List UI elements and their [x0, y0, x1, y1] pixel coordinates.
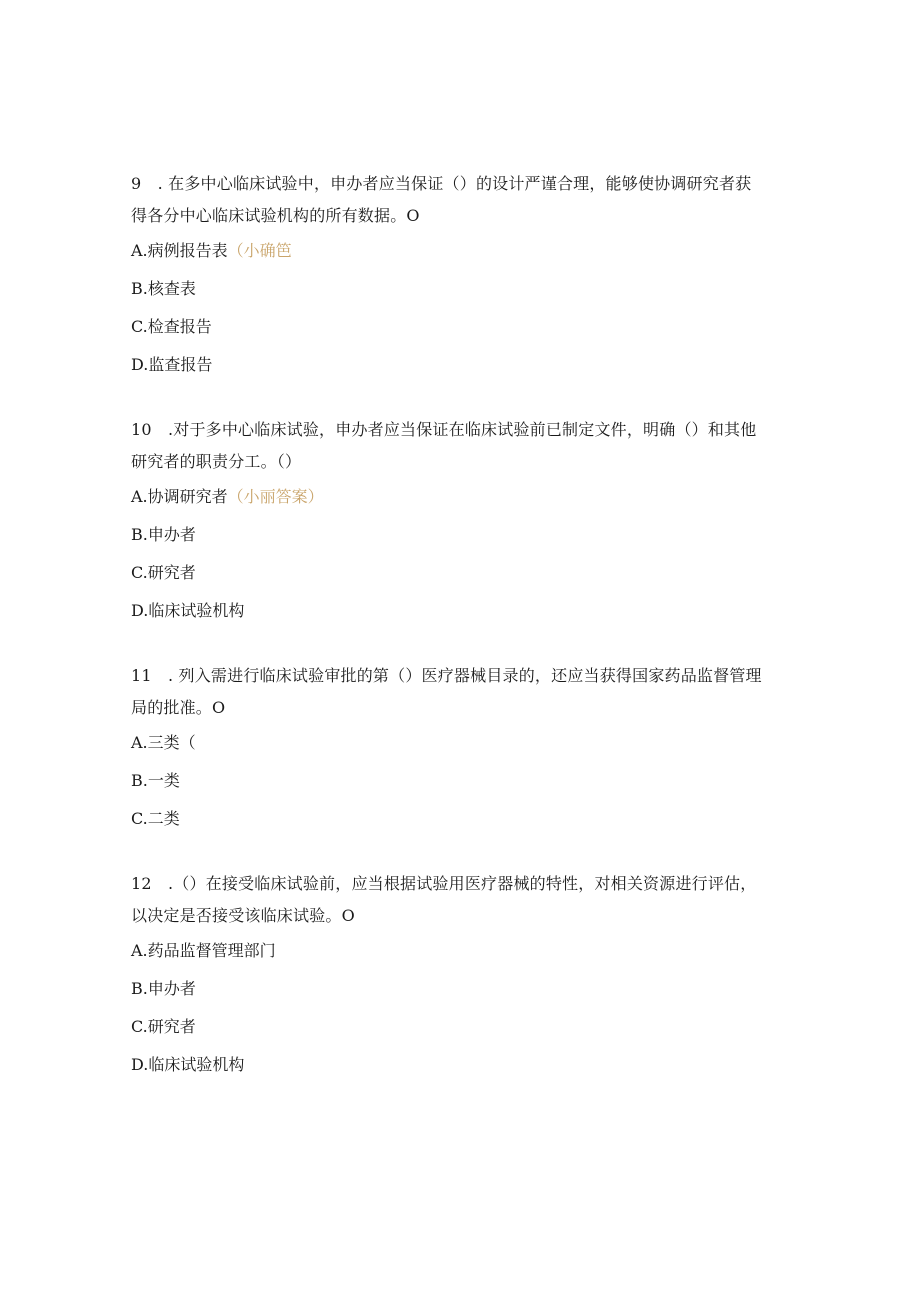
option-text: D.临床试验机构 [131, 1055, 245, 1074]
option-text: A.病例报告表 [131, 241, 228, 260]
option-text: A.药品监督管理部门 [131, 941, 276, 960]
option-b [131, 771, 791, 791]
option-a [131, 733, 791, 753]
option-d [131, 355, 791, 375]
question-9 [131, 168, 791, 414]
option-c [131, 809, 791, 829]
option-text: D.监查报告 [131, 355, 213, 374]
question-text-line: 10 .对于多中心临床试验，申办者应当保证在临床试验前已制定文件，明确（）和其他 [131, 420, 757, 439]
option-c [131, 1017, 791, 1037]
option-text: C.研究者 [131, 563, 196, 582]
option-text: C.研究者 [131, 1017, 196, 1036]
option-b [131, 279, 791, 299]
option-list [131, 487, 791, 621]
option-list [131, 241, 791, 375]
option-text: D.临床试验机构 [131, 601, 245, 620]
option-text: C.检查报告 [131, 317, 212, 336]
question-text-line: 得各分中心临床试验机构的所有数据。O [131, 206, 420, 225]
option-a [131, 241, 791, 261]
option-d [131, 601, 791, 621]
answer-mark: （小丽答案） [227, 487, 324, 506]
answer-mark: （小确笆 [227, 241, 292, 260]
option-a [131, 941, 791, 961]
option-b [131, 979, 791, 999]
option-text: A.协调研究者 [131, 487, 228, 506]
question-11 [131, 660, 791, 868]
option-text: B.申办者 [131, 525, 196, 544]
option-d [131, 1055, 791, 1075]
option-c [131, 563, 791, 583]
option-list [131, 733, 791, 829]
question-10 [131, 414, 791, 660]
question-text-line: 9 . 在多中心临床试验中，申办者应当保证（）的设计严谨合理，能够使协调研究者获 [131, 174, 752, 193]
option-text: C.二类 [131, 809, 180, 828]
option-c [131, 317, 791, 337]
question-text-line: 局的批准。O [131, 698, 226, 717]
question-text-line: 12 .（）在接受临床试验前，应当根据试验用医疗器械的特性，对相关资源进行评估， [131, 874, 757, 893]
question-text-line: 11 . 列入需进行临床试验审批的第（）医疗器械目录的，还应当获得国家药品监督管理 [131, 666, 762, 685]
option-list [131, 941, 791, 1075]
option-text: B.一类 [131, 771, 180, 790]
option-text: B.核查表 [131, 279, 196, 298]
question-text-line: 研究者的职责分工。（） [131, 452, 302, 471]
option-text: B.申办者 [131, 979, 196, 998]
question-12 [131, 868, 791, 1075]
question-list [131, 168, 791, 1093]
option-a [131, 487, 791, 507]
question-text-line: 以决定是否接受该临床试验。O [131, 906, 355, 925]
option-text: A.三类（ [131, 733, 196, 752]
option-b [131, 525, 791, 545]
